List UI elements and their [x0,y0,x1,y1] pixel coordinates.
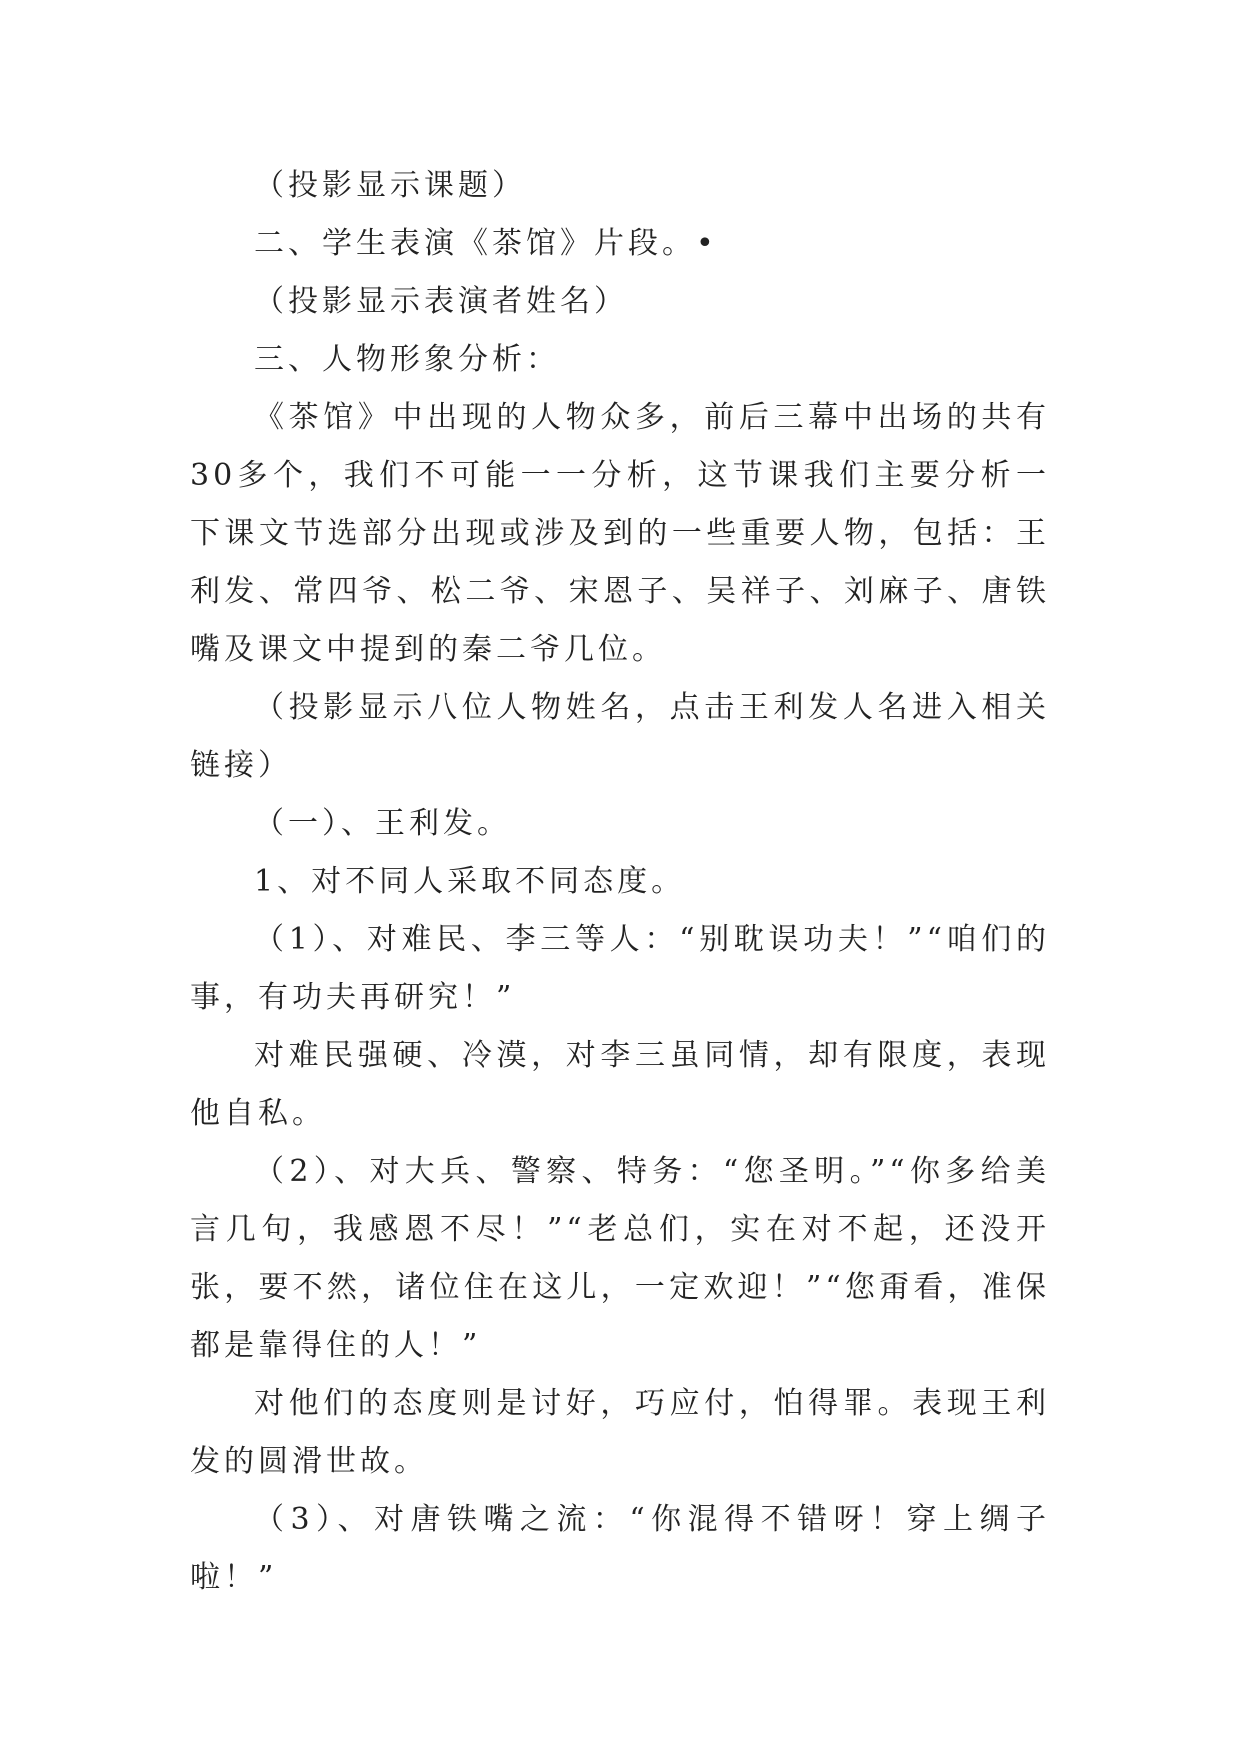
paragraph-refugees-quote: （1）、对难民、李三等人：“别耽误功夫！”“咱们的事，有功夫再研究！” [190,922,1050,1015]
paragraph-projection-names: （投影显示八位人物姓名，点击王利发人名进入相关链接） [190,690,1050,783]
paragraph-soldiers-quote: （2）、对大兵、警察、特务：“您圣明。”“你多给美言几句，我感恩不尽！”“老总们，实在对不起，还没开张，要不然，诸位住在这儿，一定欢迎！”“您甭看，准保都是靠得住的人！” [190,1154,1050,1363]
paragraph-projection-performers: （投影显示表演者姓名） [254,284,628,319]
paragraph-projection-title: （投影显示课题） [254,168,526,203]
paragraph-soldiers-analysis: 对他们的态度则是讨好，巧应付，怕得罪。表现王利发的圆滑世故。 [190,1386,1050,1479]
paragraph-section-two: 二、学生表演《茶馆》片段。• [254,226,718,261]
paragraph-wang-lifa-heading: （一）、王利发。 [254,806,511,841]
paragraph-refugees-analysis: 对难民强硬、冷漠，对李三虽同情，却有限度，表现他自私。 [190,1038,1050,1131]
paragraph-characters-intro: 《茶馆》中出现的人物众多，前后三幕中出场的共有30多个，我们不可能一一分析，这节课我们主要分析一下课文节选部分出现或涉及到的一些重要人物，包括：王利发、常四爷、松二爷、宋恩子、吴祥子、刘麻子、唐铁嘴及课文中提到的秦二爷几位。 [190,400,1050,667]
document-body [190,157,1050,1607]
paragraph-attitude-point: 1、对不同人采取不同态度。 [254,864,686,899]
paragraph-tang-tiezui-quote: （3）、对唐铁嘴之流：“你混得不错呀！穿上绸子啦！” [190,1502,1050,1595]
paragraph-section-three: 三、人物形象分析： [254,342,560,377]
